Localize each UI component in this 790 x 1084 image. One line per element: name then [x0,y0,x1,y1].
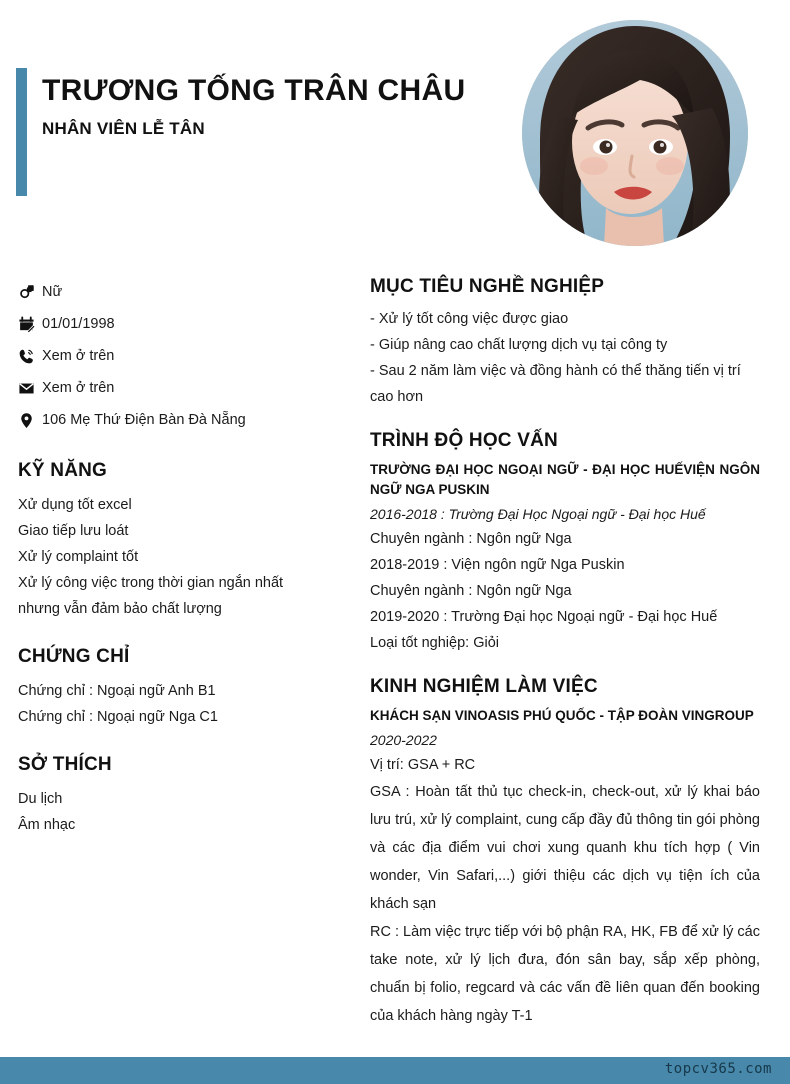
education-line: 2019-2020 : Trường Đại học Ngoại ngữ - Đại học Huế [370,609,718,625]
skill-item: Giao tiếp lưu loát [18,523,129,539]
contact-value: 01/01/1998 [42,316,115,332]
contact-list [18,276,322,436]
page-title: TRƯƠNG TỐNG TRÂN CHÂU [42,74,466,107]
job-title: NHÂN VIÊN LỄ TÂN [42,119,205,138]
certificate-item: Chứng chỉ : Ngoại ngữ Nga C1 [18,709,218,725]
contact-value: 106 Mẹ Thứ Điện Bàn Đà Nẵng [42,412,246,428]
contact-item-phone [18,340,322,372]
experience-paragraph: RC : Làm việc trực tiếp với bộ phận RA, HK, FB để xử lý các take note, xử lý lịch đưa, đón sân bay, sắp xếp phòng, chuẩn bị folio, regcard và các vấn đề liên quan đến booking của khách hàng ngày T-1 [370,924,760,1024]
objective-item: - Xử lý tốt công việc được giao [370,311,569,327]
contact-item-email [18,372,322,404]
interest-item: Du lịch [18,791,63,807]
accent-bar [16,68,27,196]
contact-value: Nữ [42,284,63,300]
section-title-education: TRÌNH ĐỘ HỌC VẤN [370,430,558,451]
education-line: 2018-2019 : Viện ngôn ngữ Nga Puskin [370,557,625,573]
right-column [370,276,760,1030]
section-title-objective: MỤC TIÊU NGHỀ NGHIỆP [370,276,605,297]
phone-icon [18,345,42,367]
section-title-certificates: CHỨNG CHỈ [18,646,130,667]
education-period: 2016-2018 : Trường Đại Học Ngoại ngữ - Đại học Huế [370,506,706,522]
education-line: Loại tốt nghiệp: Giỏi [370,635,499,651]
avatar [522,20,748,246]
contact-value: Xem ở trên [42,380,115,396]
portrait-photo-icon [522,20,748,246]
watermark-text: topcv365.com [664,1061,772,1077]
skill-item: Xử lý công việc trong thời gian ngắn nhất nhưng vẫn đảm bảo chất lượng [18,575,284,617]
footer-bar [0,1057,790,1084]
experience-organization: KHÁCH SẠN VINOASIS PHÚ QUỐC - TẬP ĐOÀN VINGROUP [370,708,754,723]
skill-item: Xử lý complaint tốt [18,549,139,565]
interest-item: Âm nhạc [18,817,76,833]
education-organization: TRƯỜNG ĐẠI HỌC NGOẠI NGỮ - ĐẠI HỌC HUẾVIỆN NGÔN NGỮ NGA PUSKIN [370,462,760,497]
gender-icon [18,281,42,303]
section-title-experience: KINH NGHIỆM LÀM VIỆC [370,676,598,697]
skill-item: Xử dụng tốt excel [18,497,132,513]
certificate-item: Chứng chỉ : Ngoại ngữ Anh B1 [18,683,216,699]
cv-header [0,0,790,262]
left-column [18,276,322,838]
objective-item: - Sau 2 năm làm việc và đồng hành có thể thăng tiến vị trí cao hơn [370,363,741,405]
location-icon [18,409,42,431]
section-title-skills: KỸ NĂNG [18,460,108,481]
email-icon [18,377,42,399]
section-title-interests: SỞ THÍCH [18,754,112,775]
experience-position: Vị trí: GSA + RC [370,757,476,773]
education-line: Chuyên ngành : Ngôn ngữ Nga [370,531,572,547]
name-block [42,68,492,139]
contact-item-address [18,404,322,436]
contact-item-birthdate [18,308,322,340]
objective-item: - Giúp nâng cao chất lượng dịch vụ tại công ty [370,337,668,353]
experience-period: 2020-2022 [370,732,437,748]
contact-value: Xem ở trên [42,348,115,364]
contact-item-gender [18,276,322,308]
education-line: Chuyên ngành : Ngôn ngữ Nga [370,583,572,599]
experience-paragraph: GSA : Hoàn tất thủ tục check-in, check-out, xử lý khai báo lưu trú, xử lý complaint, cung cấp đầy đủ thông tin gói phòng và các địa điểm vui chơi xung quanh khu tích hợp ( Vin wonder, Vin Safari,...) giới thiệu các dịch vụ tiện ích của khách sạn [370,784,760,912]
calendar-icon [18,313,42,335]
